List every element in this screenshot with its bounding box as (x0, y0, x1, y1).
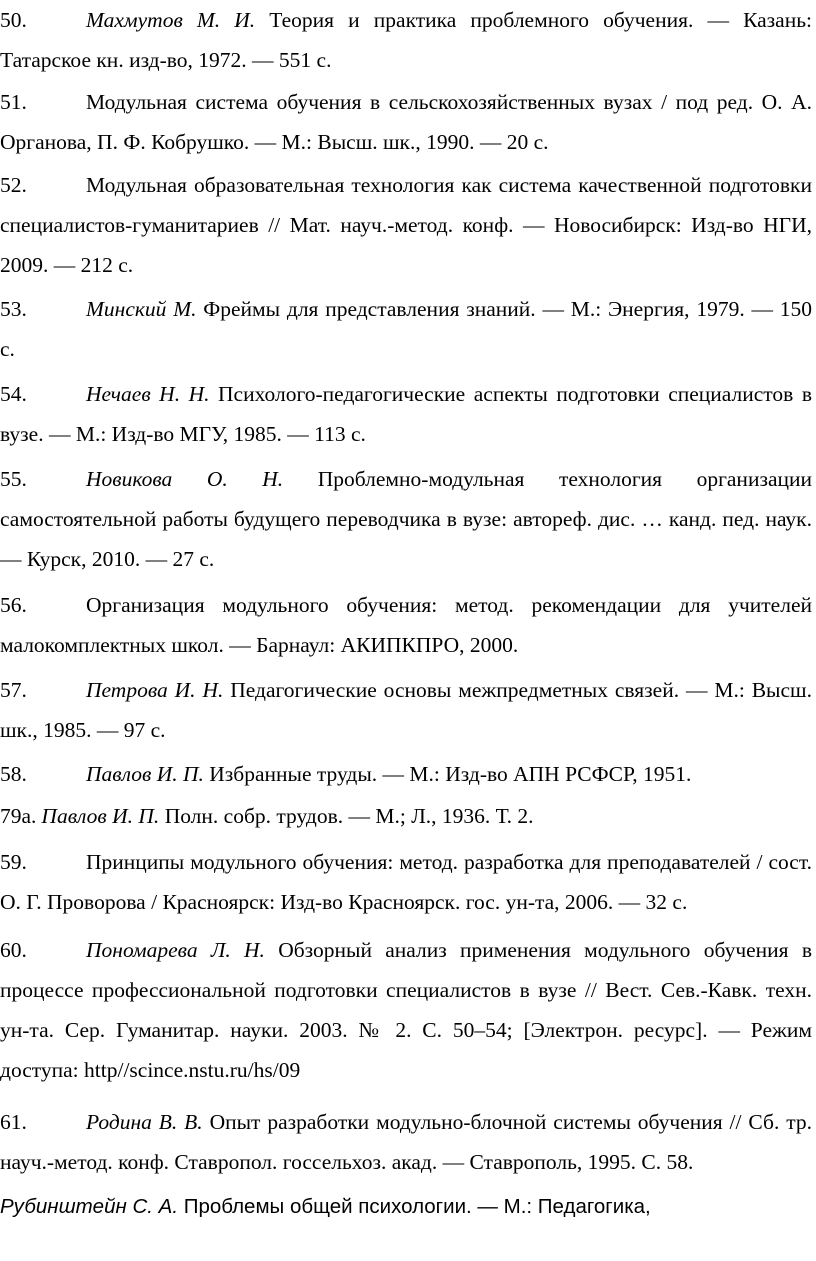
entry-author: Павлов И. П. (41, 804, 160, 828)
entry-text: Психолого-педагогические аспекты подготовки специалистов в вузе. — М.: Изд-во МГУ, 1985. — 113 с. (0, 382, 812, 446)
entry-text: Избранные труды. — М.: Изд-во АПН РСФСР, 1951. (203, 762, 692, 786)
bibliography-entry-79a (0, 796, 812, 836)
bibliography-entry-61 (0, 1102, 812, 1182)
entry-number: 54. (0, 382, 27, 406)
entry-text: Полн. собр. трудов. — М.; Л., 1936. Т. 2. (159, 804, 534, 828)
entry-author: Нечаев Н. Н. (86, 382, 210, 406)
entry-text: Педагогические основы межпредметных связей. — М.: Высш. шк., 1985. — 97 с. (0, 678, 812, 742)
entry-number: 56. (0, 593, 27, 617)
entry-number: 53. (0, 297, 27, 321)
entry-author: Пономарева Л. Н. (86, 938, 265, 962)
bibliography-entry-rubinstein (0, 1187, 812, 1227)
entry-author: Махмутов М. И. (86, 8, 256, 32)
entry-text: Проблемно-модульная технология организации самостоятельной работы будущего переводчика в вузе: автореф. дис. … канд. пед. наук. — Курск, 2010. — 27 с. (0, 467, 812, 571)
bibliography-entry-52 (0, 165, 812, 285)
entry-text: Проблемы общей психологии. — М.: Педагогика, (178, 1195, 651, 1218)
entry-text: Организация модульного обучения: метод. рекомендации для учителей малокомплектных школ. — Барнаул: АКИПКПРО, 2000. (0, 593, 812, 657)
entry-text: Обзорный анализ применения модульного обучения в процессе профессиональной подготовки специалистов в вузе // Вест. Сев.-Кавк. техн. ун-та. Сер. Гуманитар. науки. 2003. № 2. С. 50–54; [Электрон. ресурс]. — Режим доступа: http//scince.nstu.ru/hs/09 (0, 938, 812, 1082)
entry-text: Опыт разработки модульно-блочной системы обучения // Сб. тр. науч.-метод. конф. Ставропол. госсельхоз. акад. — Ставрополь, 1995. С. 58. (0, 1110, 813, 1174)
bibliography-entry-59 (0, 842, 812, 922)
entry-author: Петрова И. Н. (86, 678, 224, 702)
entry-number: 51. (0, 90, 27, 114)
entry-text: Принципы модульного обучения: метод. разработка для преподавателей / сост. О. Г. Проворова / Красноярск: Изд-во Красноярск. гос. ун-та, 2006. — 32 с. (0, 850, 812, 914)
bibliography-entry-54 (0, 374, 812, 454)
entry-text: Теория и практика проблемного обучения. — Казань: Татарское кн. изд-во, 1972. — 551 с. (0, 8, 812, 72)
entry-text: Фреймы для представления знаний. — М.: Энергия, 1979. — 150 с. (0, 297, 812, 361)
bibliography-entry-51 (0, 82, 812, 162)
entry-number: 50. (0, 8, 27, 32)
entry-text: Модульная образовательная технология как система качественной подготовки специалистов-гуманитариев // Мат. науч.-метод. конф. — Новосибирск: Изд-во НГИ, 2009. — 212 с. (0, 173, 812, 277)
entry-author: Родина В. В. (86, 1110, 203, 1134)
entry-number: 58. (0, 762, 27, 786)
bibliography-entry-60 (0, 930, 812, 1090)
bibliography-entry-57 (0, 670, 812, 750)
entry-author: Новикова О. Н. (86, 467, 284, 491)
bibliography-entry-58 (0, 754, 812, 794)
bibliography-entry-50 (0, 0, 812, 80)
entry-author: Павлов И. П. (86, 762, 204, 786)
entry-author: Рубинштейн С. А. (0, 1195, 179, 1218)
entry-number: 55. (0, 467, 27, 491)
entry-number: 57. (0, 678, 27, 702)
entry-number: 59. (0, 850, 27, 874)
entry-text: Модульная система обучения в сельскохозяйственных вузах / под ред. О. А. Органова, П. Ф. Кобрушко. — М.: Высш. шк., 1990. — 20 с. (0, 90, 812, 154)
bibliography-entry-53 (0, 289, 812, 369)
entry-author: Минский М. (86, 297, 197, 321)
bibliography-entry-56 (0, 585, 812, 665)
entry-number: 79а. (0, 804, 37, 828)
bibliography-entry-55 (0, 459, 812, 579)
entry-number: 60. (0, 938, 27, 962)
entry-number: 61. (0, 1110, 27, 1134)
entry-number: 52. (0, 173, 27, 197)
